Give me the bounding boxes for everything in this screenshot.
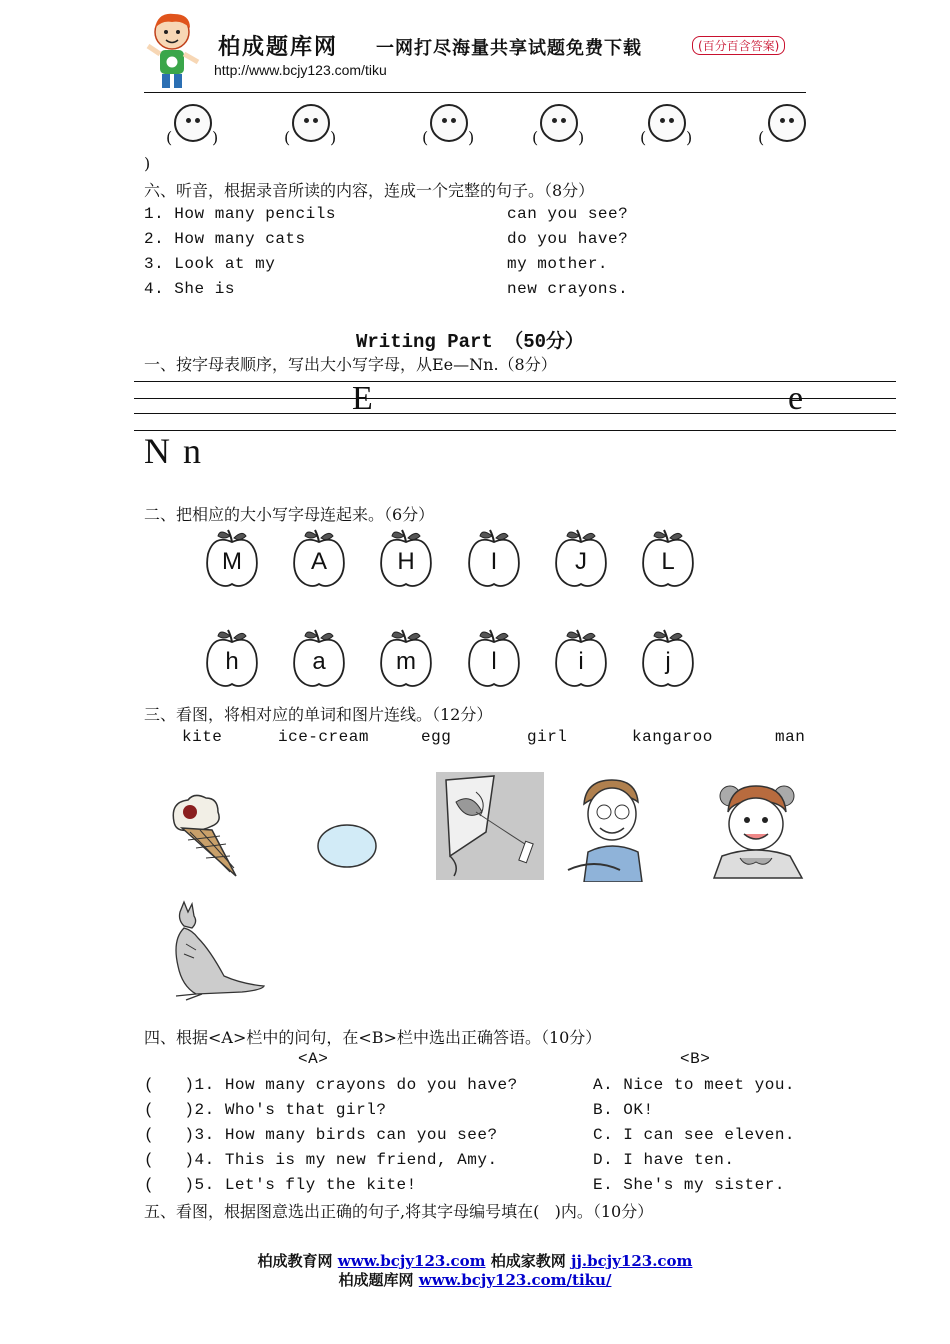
section6-right-4: new crayons. <box>507 280 629 298</box>
face-paren-close: ) <box>330 128 337 147</box>
section6-left-2: 2. How many cats <box>144 230 306 248</box>
face-paren-open: ( <box>532 128 539 147</box>
face-paren-open: ( <box>758 128 765 147</box>
uppercase-apple[interactable] <box>204 528 260 588</box>
lowercase-apple[interactable] <box>378 628 434 688</box>
man-picture <box>564 774 680 882</box>
section6-right-3: my mother. <box>507 255 609 273</box>
lowercase-apple-letter: i <box>578 648 584 675</box>
word-ice-cream: ice-cream <box>278 728 369 746</box>
footer-label-1: 柏成教育网 <box>257 1252 333 1270</box>
uppercase-apple[interactable] <box>291 528 347 588</box>
q1-title: 一、按字母表顺序，写出大小写字母，从Ee—Nn.（8分） <box>144 355 557 374</box>
face-icon <box>174 104 212 142</box>
letters-nn: N n <box>144 431 203 471</box>
lowercase-apple[interactable] <box>291 628 347 688</box>
writing-line <box>134 398 896 399</box>
uppercase-apple-letter: M <box>222 548 242 575</box>
answer-d: D. I have ten. <box>593 1151 735 1169</box>
face-paren-open: ( <box>284 128 291 147</box>
writing-line <box>134 430 896 431</box>
kite-picture <box>436 772 544 880</box>
word-egg: egg <box>421 728 452 746</box>
face-paren-open: ( <box>166 128 173 147</box>
word-girl: girl <box>527 728 568 746</box>
question-4[interactable]: ( )4. This is my new friend, Amy. <box>144 1151 498 1169</box>
q2-title: 二、把相应的大小写字母连起来。（6分） <box>144 505 435 524</box>
answer-b: B. OK! <box>593 1101 654 1119</box>
girl-picture <box>706 778 808 882</box>
footer-label-2: 柏成家教网 <box>490 1252 566 1270</box>
question-3[interactable]: ( )3. How many birds can you see? <box>144 1126 498 1144</box>
footer-link-2[interactable]: jj.bcjy123.com <box>571 1252 693 1270</box>
word-man: man <box>775 728 806 746</box>
question-5[interactable]: ( )5. Let's fly the kite! <box>144 1176 417 1194</box>
face-icon <box>430 104 468 142</box>
header <box>140 8 810 94</box>
q3-title: 三、看图，将相对应的单词和图片连线。（12分） <box>144 705 493 724</box>
section6-left-4: 4. She is <box>144 280 235 298</box>
face-paren-close: ) <box>578 128 585 147</box>
uppercase-apple-letter: L <box>661 548 675 575</box>
uppercase-apple[interactable] <box>553 528 609 588</box>
section6-left-1: 1. How many pencils <box>144 205 336 223</box>
lowercase-apple[interactable] <box>640 628 696 688</box>
header-divider <box>144 92 806 93</box>
answer-c: C. I can see eleven. <box>593 1126 796 1144</box>
footer-link-3[interactable]: www.bcjy123.com/tiku/ <box>418 1271 612 1289</box>
question-1[interactable]: ( )1. How many crayons do you have? <box>144 1076 518 1094</box>
footer-line-2 <box>0 1269 950 1290</box>
lowercase-apple[interactable] <box>466 628 522 688</box>
uppercase-apple-letter: I <box>490 548 498 575</box>
lowercase-apple-letter: m <box>396 648 416 675</box>
lowercase-apple-letter: a <box>312 648 326 675</box>
site-url[interactable]: http://www.bcjy123.com/tiku <box>214 62 387 78</box>
ice-cream-picture <box>160 792 244 884</box>
column-a-label: <A> <box>298 1050 329 1068</box>
column-b-label: <B> <box>680 1050 711 1068</box>
kangaroo-picture <box>162 900 266 1004</box>
word-kite: kite <box>182 728 223 746</box>
egg-picture <box>316 822 378 870</box>
section6-left-3: 3. Look at my <box>144 255 276 273</box>
answer-e: E. She's my sister. <box>593 1176 785 1194</box>
footer-line-1 <box>0 1250 950 1271</box>
face-icon <box>540 104 578 142</box>
uppercase-apple-letter: H <box>397 548 415 575</box>
uppercase-apple[interactable] <box>640 528 696 588</box>
q5-title: 五、看图，根据图意选出正确的句子,将其字母编号填在( )内。（10分） <box>144 1202 654 1221</box>
lowercase-apple-letter: j <box>665 648 671 675</box>
lowercase-apple-letter: h <box>225 648 239 675</box>
word-kangaroo: kangaroo <box>632 728 713 746</box>
q4-title: 四、根据<A>栏中的问句，在<B>栏中选出正确答语。（10分） <box>144 1028 602 1047</box>
letter-lower-e: e <box>788 380 804 417</box>
face-paren-close: ) <box>468 128 475 147</box>
mascot-logo <box>144 10 202 92</box>
face-paren-wrap-close: ) <box>144 154 151 173</box>
site-name: 柏成题库网 <box>218 35 339 60</box>
face-paren-close: ) <box>686 128 693 147</box>
uppercase-apple-letter: J <box>575 548 587 575</box>
uppercase-apple[interactable] <box>378 528 434 588</box>
face-icon <box>648 104 686 142</box>
face-paren-open: ( <box>640 128 647 147</box>
site-slogan: 一网打尽海量共享试题免费下载 <box>376 38 642 59</box>
face-icon <box>768 104 806 142</box>
answer-a: A. Nice to meet you. <box>593 1076 796 1094</box>
face-icon <box>292 104 330 142</box>
question-2[interactable]: ( )2. Who's that girl? <box>144 1101 387 1119</box>
writing-line <box>134 381 896 382</box>
section6-right-1: can you see? <box>507 205 629 223</box>
writing-part-title: Writing Part （50分） <box>356 331 585 353</box>
uppercase-apple[interactable] <box>466 528 522 588</box>
lowercase-apple[interactable] <box>204 628 260 688</box>
footer-link-1[interactable]: www.bcjy123.com <box>337 1252 486 1270</box>
face-paren-open: ( <box>422 128 429 147</box>
lowercase-apple[interactable] <box>553 628 609 688</box>
face-paren-close: ) <box>212 128 219 147</box>
letter-upper-e: E <box>352 380 373 417</box>
uppercase-apple-letter: A <box>310 548 327 575</box>
section6-right-2: do you have? <box>507 230 629 248</box>
lowercase-apple-letter: l <box>491 648 497 675</box>
answers-badge: (百分百含答案) <box>692 36 785 55</box>
writing-line <box>134 413 896 414</box>
section6-title: 六、听音，根据录音所读的内容，连成一个完整的句子。（8分） <box>144 181 595 200</box>
footer-label-3: 柏成题库网 <box>338 1271 414 1289</box>
